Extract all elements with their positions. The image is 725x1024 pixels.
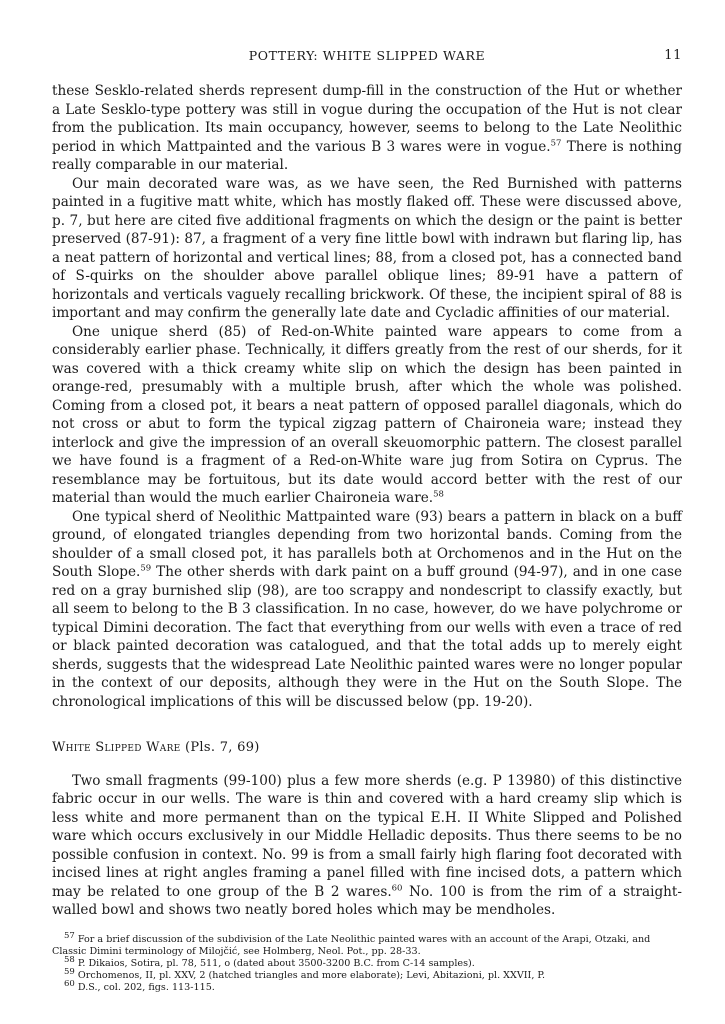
footnote: $^{59}$ Orchomenos, II, pl. XXV, 2 (hatched triangles and more elaborate); Levi, Abitazioni, pl. XXVII, P. bbox=[64, 966, 545, 982]
footnote-ref: 57 bbox=[550, 137, 562, 148]
paragraph: One typical sherd of Neolithic Mattpainted ware (93) bears a pattern in black on a buff ground, of elongated triangles depending from two horizontal bands. Coming from the shoulder of a small closed pot, it has parallels both at Orchomenos and in the Hut on the South Slope.$^{59}$ The other sherds with dark paint on a buff ground (94-97), and in one case red on a gray burnished slip (98), are too scrappy and nondescript to classify exactly, but all seem to belong to the B 3 classification. In no case, however, do we have polychrome or typical Dimini decoration. The fact that everything from our wells with even a trace of red or black painted decoration was catalogued, and that the total adds up to merely eight sherds, suggests that the widespread Late Neolithic painted wares were no longer popular in the context of our deposits, although they were in the Hut on the South Slope. The chronological implications of this will be discussed below (pp. 19-20). bbox=[52, 508, 683, 710]
footnote-ref: 58 bbox=[433, 489, 444, 500]
section-heading: White Slipped Ware (Pls. 7, 69) bbox=[52, 740, 260, 755]
body-text bbox=[52, 82, 682, 920]
paragraph: Two small fragments (99-100) plus a few more sherds (e.g. P 13980) of this distinctive fabric occur in our wells. The ware is thin and covered with a hard creamy slip which is less white and more permanent than on the typical E.H. II White Slipped and Polished ware which occurs exclusively in our Middle Helladic deposits. Thus there seems to be no possible confusion in context. No. 99 is from a small fairly high flaring foot decorated with incised lines at right angles framing a panel filled with fine incised dots, a pattern which may be related to one group of the B 2 wares.$^{60}$ No. 100 is from the rim of a straight-walled bowl and shows two neatly bored holes which may be mendholes. bbox=[52, 772, 682, 918]
footnote-ref: 59 bbox=[140, 563, 152, 574]
footnotes bbox=[52, 930, 682, 995]
footnote: $^{57}$ For a brief discussion of the subdivision of the Late Neolithic painted wares with an account of the Arapi, Otzaki, and Classic Dimini terminology of Milojčić, see Holmberg, Neol. Pot., pp. 28-33. bbox=[52, 930, 651, 957]
footnote-ref: 60 bbox=[391, 882, 403, 893]
running-head-title: POTTERY: WHITE SLIPPED WARE bbox=[248, 48, 486, 63]
running-head bbox=[52, 48, 682, 68]
footnote: $^{60}$ D.S., col. 202, figs. 113-115. bbox=[64, 979, 215, 994]
paragraph: these Sesklo-related sherds represent dump-fill in the construction of the Hut or whether a Late Sesklo-type pottery was still in vogue during the occupation of the Hut is not clear from the publication. Its main occupancy, however, seems to belong to the Late Neolithic period in which Mattpainted and the various B 3 wares were in vogue.$^{57}$ There is nothing really comparable in our material. bbox=[52, 83, 682, 173]
page-number: 11 bbox=[664, 48, 682, 63]
footnote: $^{58}$ P. Dikaios, Sotira, pl. 78, 511, o (dated about 3500-3200 B.C. from C-14 samples). bbox=[64, 954, 475, 969]
paragraph: Our main decorated ware was, as we have seen, the Red Burnished with patterns painted in a fugitive matt white, which has mostly flaked off. These were discussed above, p. 7, but here are cited five additional fragments on which the design or the paint is better preserved (87-91): 87, a fragment of a very fine little bowl with indrawn but flaring lip, has a neat pattern of horizontal and vertical lines; 88, from a closed pot, has a connected band of S-quirks on the shoulder above parallel oblique lines; 89-91 have a pattern of horizontals and verticals vaguely recalling brickwork. Of these, the incipient spiral of 88 is important and may confirm the generally late date and Cycladic affinities of our material. bbox=[52, 175, 682, 321]
paragraph: One unique sherd (85) of Red-on-White painted ware appears to come from a considerably earlier phase. Technically, it differs greatly from the rest of our sherds, for it was covered with a thick creamy white slip on which the design has been painted in orange-red, presumably with a multiple brush, after which the whole was polished. Coming from a closed pot, it bears a neat pattern of opposed parallel diagonals, which do not cross or abut to form the typical zigzag pattern of Chaironeia ware; instead they interlock and give the impression of an overall skeuomorphic pattern. The closest parallel we have found is a fragment of a Red-on-White ware jug from Sotira on Cyprus. The resemblance may be fortuitous, but its date would accord better with the rest of our material than would the much earlier Chaironeia ware.$^{58}$ bbox=[52, 323, 682, 506]
page bbox=[52, 48, 682, 995]
